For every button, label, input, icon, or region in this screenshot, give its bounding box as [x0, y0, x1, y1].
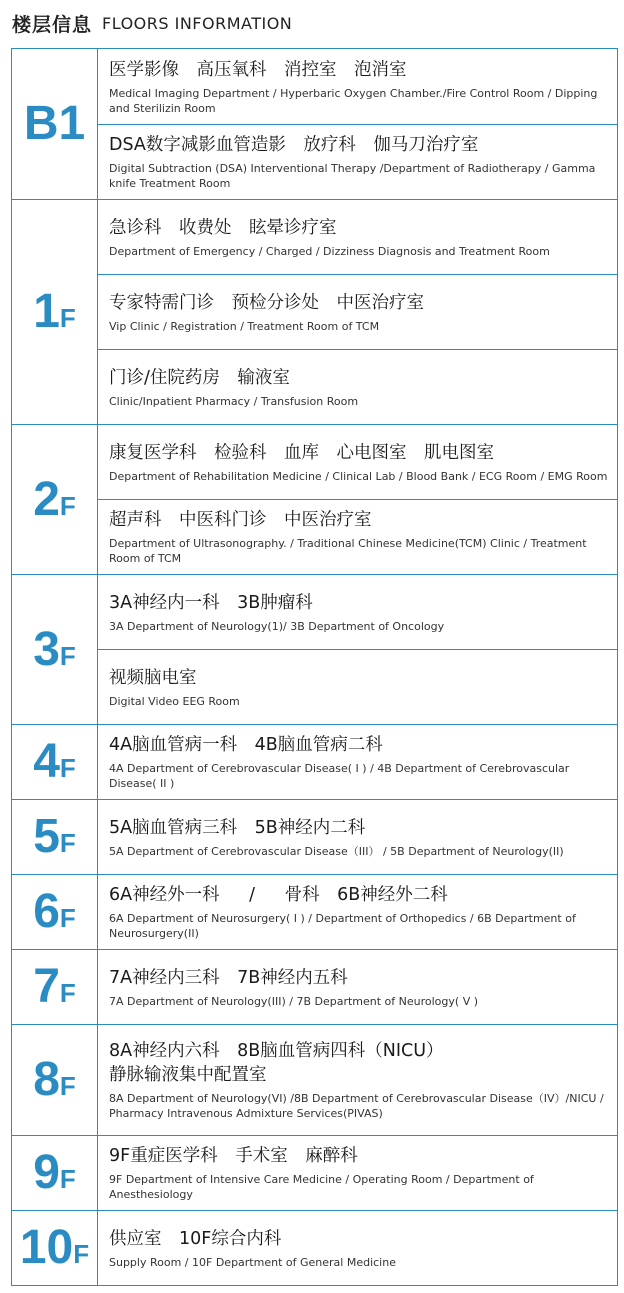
floor-number: 2: [33, 472, 60, 526]
floor-row: [12, 1211, 618, 1286]
floor-suffix: F: [59, 978, 76, 1008]
floor-number: 7: [33, 960, 60, 1013]
department-names-zh: 门诊/住院药房 输液室: [109, 367, 290, 388]
department-cell: [98, 425, 618, 500]
floor-number: 9: [33, 1146, 60, 1199]
department-names-en: 9F Department of Intensive Care Medicine / Operating Room / Department of Anesthesiology: [109, 1173, 534, 1201]
floor-suffix: F: [59, 1071, 76, 1101]
department-names-zh: 5A脑血管病三科 5B神经内二科: [109, 817, 366, 838]
floor-row: [12, 575, 618, 650]
floor-label: [12, 950, 98, 1025]
department-names-en: Vip Clinic / Registration / Treatment Room of TCM: [109, 319, 380, 333]
floor-suffix: F: [59, 753, 76, 783]
floor-label: [12, 200, 98, 425]
floor-label: [12, 725, 98, 800]
department-names-zh: 3A神经内一科 3B肿瘤科: [109, 592, 313, 613]
floor-number: 4: [33, 735, 60, 788]
department-cell: [98, 49, 618, 125]
department-names-en: 5A Department of Cerebrovascular Disease（III） / 5B Department of Neurology(II): [109, 844, 564, 858]
floor-row: [12, 1136, 618, 1211]
floor-number: 10: [19, 1221, 74, 1274]
floor-row: [12, 725, 618, 800]
department-names-en: Department of Rehabilitation Medicine / Clinical Lab / Blood Bank / ECG Room / EMG Room: [109, 469, 608, 483]
department-names-zh: 康复医学科 检验科 血库 心电图室 肌电图室: [109, 442, 494, 463]
floor-directory-table: [11, 48, 618, 1286]
floor-row: [12, 350, 618, 425]
department-names-en: Clinic/Inpatient Pharmacy / Transfusion Room: [109, 394, 359, 408]
department-cell: [98, 1025, 618, 1136]
department-cell: [98, 950, 618, 1025]
floor-label: [12, 875, 98, 950]
floor-row: [12, 275, 618, 350]
department-cell: [98, 800, 618, 875]
page-title-en: FLOORS INFORMATION: [102, 13, 293, 33]
floor-row: [12, 500, 618, 575]
department-names-zh: 8A神经内六科 8B脑血管病四科（NICU）: [109, 1041, 444, 1061]
department-cell: [98, 650, 618, 725]
department-cell: [98, 500, 618, 575]
department-names-en: 7A Department of Neurology(III) / 7B Department of Neurology( V ): [109, 994, 479, 1008]
floor-suffix: F: [59, 490, 76, 521]
floor-number: 8: [33, 1053, 60, 1106]
floor-suffix: F: [59, 828, 76, 858]
floor-suffix: F: [73, 1239, 90, 1269]
floor-row: [12, 425, 618, 500]
department-cell: [98, 200, 618, 275]
department-cell: [98, 1211, 618, 1286]
department-cell: [98, 725, 618, 800]
floor-directory-body: [12, 49, 618, 1286]
floor-suffix: F: [59, 303, 76, 333]
department-cell: [98, 575, 618, 650]
department-names-en: Supply Room / 10F Department of General Medicine: [109, 1255, 396, 1269]
floor-row: [12, 125, 618, 200]
department-names-en: 3A Department of Neurology(1)/ 3B Department of Oncology: [109, 619, 445, 633]
floor-number: 5: [33, 810, 60, 863]
department-names-zh-line2: 静脉输液集中配置室: [109, 1065, 267, 1085]
department-cell: [98, 875, 618, 950]
department-names-zh: 4A脑血管病一科 4B脑血管病二科: [109, 735, 383, 755]
department-names-zh: 6A神经外一科 / 骨科 6B神经外二科: [109, 885, 448, 905]
floor-row: [12, 200, 618, 275]
department-cell: [98, 125, 618, 200]
floor-label: [12, 1136, 98, 1211]
department-names-en: 4A Department of Cerebrovascular Disease( I ) / 4B Department of Cerebrovascular Disease( II ): [109, 762, 570, 790]
floor-suffix: F: [59, 1164, 76, 1194]
floor-number: 1: [33, 285, 60, 338]
department-names-en: 6A Department of Neurosurgery( I ) / Department of Orthopedics / 6B Department of Neurosurgery(II): [109, 912, 576, 940]
floor-row: [12, 650, 618, 725]
department-names-en: Digital Subtraction (DSA) Interventional Therapy /Department of Radiotherapy / Gamma knife Treatment Room: [109, 162, 596, 190]
department-names-zh: 医学影像 高压氧科 消控室 泡消室: [109, 59, 407, 80]
department-names-zh: 7A神经内三科 7B神经内五科: [109, 967, 348, 988]
floor-row: [12, 1025, 618, 1136]
department-names-zh: 急诊科 收费处 眩晕诊疗室: [109, 217, 337, 238]
department-names-en: Digital Video EEG Room: [109, 694, 240, 708]
department-names-en: Medical Imaging Department / Hyperbaric Oxygen Chamber./Fire Control Room / Dipping and Sterilizin Room: [109, 86, 598, 115]
floor-row: [12, 800, 618, 875]
floor-label: [12, 1025, 98, 1136]
department-names-zh: 供应室 10F综合内科: [109, 1228, 282, 1249]
floor-row: [12, 49, 618, 125]
floor-label: [12, 575, 98, 725]
floor-label: [12, 800, 98, 875]
department-cell: [98, 275, 618, 350]
floor-suffix: F: [59, 640, 76, 671]
department-names-en: Department of Emergency / Charged / Dizziness Diagnosis and Treatment Room: [109, 244, 550, 258]
floor-label: [12, 425, 98, 575]
floor-row: [12, 950, 618, 1025]
floor-number: 3: [33, 622, 60, 676]
floor-label: [12, 49, 98, 200]
department-cell: [98, 350, 618, 425]
department-names-zh: 9F重症医学科 手术室 麻醉科: [109, 1146, 358, 1166]
department-names-en: 8A Department of Neurology(VI) /8B Department of Cerebrovascular Disease（IV）/NICU / Pharmacy Intravenous Admixture Services(PIVAS): [109, 1092, 604, 1120]
page-title-zh: 楼层信息: [12, 13, 93, 36]
department-names-zh: 专家特需门诊 预检分诊处 中医治疗室: [109, 292, 424, 313]
floor-number: 6: [33, 885, 60, 938]
department-names-zh: 视频脑电室: [109, 667, 197, 688]
department-names-zh: DSA数字减影血管造影 放疗科 伽马刀治疗室: [109, 135, 479, 155]
department-cell: [98, 1136, 618, 1211]
department-names-en: Department of Ultrasonography. / Traditional Chinese Medicine(TCM) Clinic / Treatment Room of TCM: [109, 537, 587, 565]
page-header: [12, 8, 292, 38]
floor-label: [12, 1211, 98, 1286]
department-names-zh: 超声科 中医科门诊 中医治疗室: [109, 510, 372, 530]
floor-suffix: F: [59, 903, 76, 933]
floor-row: [12, 875, 618, 950]
floor-number: B1: [23, 97, 86, 150]
